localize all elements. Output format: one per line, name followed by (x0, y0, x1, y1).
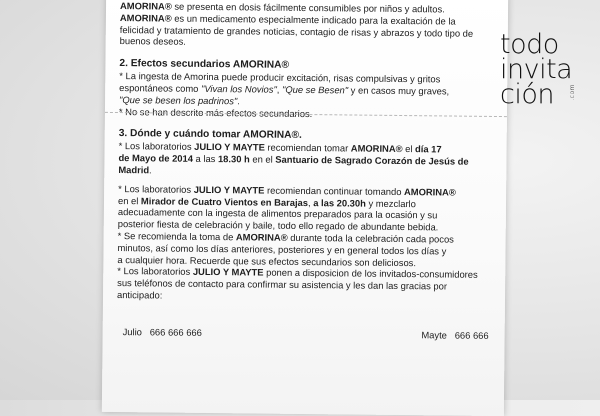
section-3-bullet-4-line-1: * Los laboratorios JULIO Y MAYTE ponen a disposicion de los invitados-consumidores (117, 265, 478, 281)
intro-line-2: AMORINA® es un medicamento especialmente indicado para la exaltación de la (119, 11, 456, 27)
intro-line-1: AMORINA® se presenta en dosis fácilmente consumibles por niños y adultos. (120, 0, 445, 15)
intro-line-4: buenos deseos. (119, 35, 186, 48)
section-3-bullet-3-line-3: a cualquier hora. Recuerde que sus efectos secundarios son deliciosos. (117, 253, 417, 268)
section-3-bullet-1-line-2: de Mayo de 2014 a las 18.30 h en el Santuario de Sagrado Corazón de Jesús de (118, 152, 469, 167)
watermark-line-1: todo (500, 29, 559, 60)
section-3-bullet-3-line-2: minutos, así como los días anteriores, posteriores y en general todos los días y (117, 241, 447, 257)
intro-line-3: felicidad y tratamiento de grandes noticias, contagio de risas y abrazos y todo tipo de (119, 23, 474, 39)
section-2-title: 2. Efectos secundarios AMORINA® (119, 58, 290, 72)
section-3-bullet-4-line-3: anticipado: (116, 288, 163, 301)
section-2-bullet-2: * No se han descrito más efectos secundarios. (118, 105, 313, 119)
section-2-bullet-1-line-2: espontáneos como "Vivan los Novios", "Que se Besen" y en casos muy graves, (119, 82, 450, 97)
contact-julio: Julio 666 666 666 (122, 326, 202, 338)
section-3-bullet-2-line-2: en el Mirador de Cuatro Vientos en Barajas, a las 20.30h y mezclarlo (117, 194, 416, 209)
section-3-bullet-1-line-1: * Los laboratorios JULIO Y MAYTE recomiendan tomar AMORINA® el día 17 (118, 140, 442, 155)
todoinvitacion-watermark (500, 29, 595, 110)
section-3-bullet-1-line-3: Madrid. (118, 164, 152, 176)
leaflet-text (117, 0, 492, 305)
section-3-bullet-3-line-1: * Se recomienda la toma de AMORINA® durante toda la celebración cada pocos (117, 229, 454, 245)
section-2-bullet-1-line-3: "Que se besen los padrinos". (119, 93, 240, 107)
contact-phones (123, 326, 489, 341)
watermark-line-2: invita (500, 54, 573, 85)
watermark-line-3: ción (500, 79, 554, 110)
section-3-bullet-4-line-2: sus teléfonos de contacto para confirmar su asistencia y les dan las gracias por (117, 277, 448, 292)
section-3-bullet-2-line-1: * Los laboratorios JULIO Y MAYTE recomiendan continuar tomando AMORINA® (118, 182, 456, 198)
watermark-suffix: .com (569, 84, 576, 101)
section-3-bullet-2-line-4: posterior fiesta de celebración y baile, todo ello regado de abundante bebida. (117, 218, 439, 233)
section-2-bullet-1-line-1: * La ingesta de Amorina puede producir excitación, risas compulsivas y gritos (119, 70, 441, 85)
section-3-bullet-2-line-3: adecuadamente con la ingesta de alimentos preparados para la ocasión y su (117, 206, 438, 221)
section-3-title: 3. Dónde y cuándo tomar AMORINA®. (118, 128, 302, 142)
contact-mayte: Mayte 666 666 (421, 329, 489, 341)
invitation-leaflet (102, 0, 508, 416)
